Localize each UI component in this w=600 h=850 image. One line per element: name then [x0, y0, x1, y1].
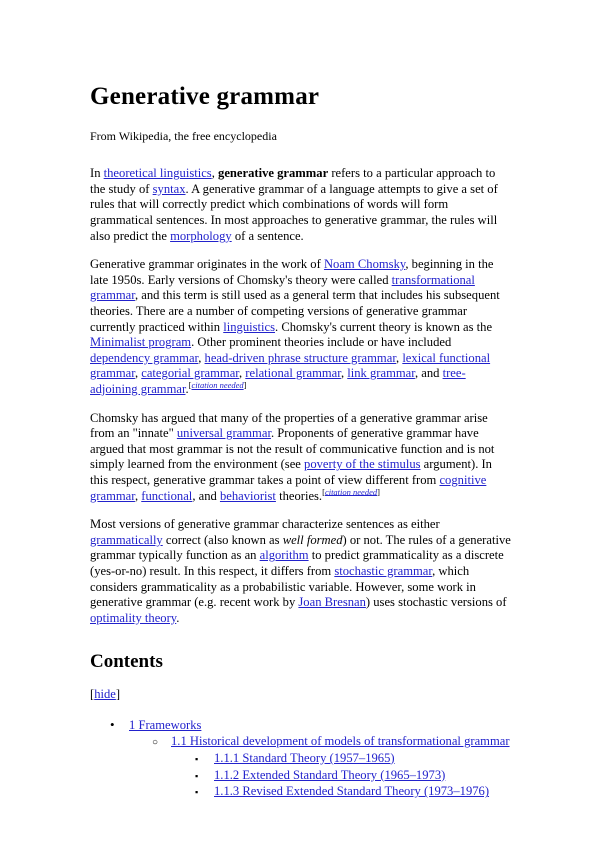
wiki-link[interactable]: categorial grammar [141, 366, 239, 381]
bold-term: generative grammar [218, 166, 329, 181]
paragraph-chomsky-argument: Chomsky has argued that many of the properties of a generative grammar arise from an "innate" universal grammar. Proponents of generative grammar have argued that most grammar is not the result of communicative function and is not simply learned from the environment (see poverty of the stimulus argument). In this respect, generative grammar takes a point of view different from cognitive grammar, functional, and behaviorist theories.[citation needed] [90, 410, 495, 503]
citation-needed-link[interactable]: citation needed [191, 379, 244, 390]
contents-heading: Contents [90, 651, 163, 673]
bullet-icon: • [110, 717, 115, 733]
toc-item [90, 768, 510, 785]
wiki-link[interactable]: stochastic grammar [334, 563, 433, 578]
article-body [90, 166, 510, 626]
hide-link[interactable]: hide [94, 687, 116, 702]
wiki-link[interactable]: transformational grammar [90, 272, 475, 303]
citation-needed-superscript: [citation needed] [322, 486, 380, 497]
toc-item [90, 784, 510, 801]
toc-item [90, 734, 510, 751]
wiki-link[interactable]: universal grammar [176, 426, 271, 441]
wiki-link[interactable]: syntax [152, 181, 186, 196]
wiki-link[interactable]: grammatically [90, 532, 163, 547]
wiki-link[interactable]: poverty of the stimulus [304, 457, 421, 472]
wiki-link[interactable]: theoretical linguistics [103, 166, 212, 181]
wiki-link[interactable]: link grammar [347, 366, 415, 381]
citation-needed-link[interactable]: citation needed [324, 486, 378, 497]
citation-needed-superscript: [citation needed] [188, 379, 247, 390]
toc-item [90, 751, 510, 768]
wiki-link[interactable]: relational grammar [245, 366, 341, 381]
paragraph-intro: In theoretical linguistics, generative grammar refers to a particular approach to the study of syntax. A generative grammar of a language attempts to give a set of rules that will correctly predict which combinations of words will form grammatical sentences. In most approaches to generative grammar, the rules will also predict the morphology of a sentence. [90, 166, 498, 243]
wiki-link[interactable]: tree-adjoining grammar [90, 366, 466, 396]
paragraph-history: Generative grammar originates in the work of Noam Chomsky, beginning in the late 1950s. Early versions of Chomsky's theory were called transformational grammar, and this term is still used as a general term that includes his subsequent theories. There are a number of competing versions of generative grammar currently practiced within linguistics. Chomsky's current theory is known as the Minimalist program. Other prominent theories include or have included dependency grammar, head-driven phrase structure grammar, lexical functional grammar, categorial grammar, relational grammar, link grammar, and tree-adjoining grammar.[citation needed] [90, 257, 500, 396]
bullet-icon: ▪ [195, 753, 199, 764]
wiki-link[interactable]: cognitive grammar [90, 472, 487, 503]
toc-link[interactable]: 1.1 Historical development of models of transformational grammar [171, 734, 510, 749]
wiki-link[interactable]: dependency grammar [90, 350, 199, 365]
bullet-icon: ○ [152, 737, 159, 749]
toc-link[interactable]: 1.1.3 Revised Extended Standard Theory (1973–1976) [214, 784, 490, 799]
wiki-link[interactable]: behaviorist [219, 488, 276, 503]
paragraph-grammaticality: Most versions of generative grammar characterize sentences as either grammatically correct (also known as well formed) or not. The rules of a generative grammar typically function as an algorithm to predict grammaticality as a discrete (yes-or-no) result. In this respect, it differs from stochastic grammar, which considers grammaticality as a probabilistic variable. However, some work in generative grammar (e.g. recent work by Joan Bresnan) uses stochastic versions of optimality theory. [90, 517, 511, 625]
wiki-link[interactable]: lexical functional grammar [90, 350, 491, 381]
page-title: Generative grammar [90, 83, 320, 110]
wiki-link[interactable]: optimality theory [90, 610, 177, 625]
toc-hide-toggle: [hide] [90, 687, 121, 702]
wiki-link[interactable]: functional [141, 488, 193, 503]
toc-item [90, 717, 510, 734]
wiki-link[interactable]: Joan Bresnan [298, 595, 366, 610]
italic-term: well formed [282, 532, 343, 547]
bullet-icon: ▪ [195, 787, 199, 798]
wiki-link[interactable]: algorithm [259, 548, 309, 563]
wiki-link[interactable]: morphology [170, 228, 232, 243]
bullet-icon: ▪ [195, 770, 199, 781]
toc-link[interactable]: 1.1.1 Standard Theory (1957–1965) [214, 750, 395, 765]
wiki-link[interactable]: Minimalist program [90, 335, 192, 350]
toc-link[interactable]: 1.1.2 Extended Standard Theory (1965–1973) [214, 767, 446, 782]
toc-list [90, 717, 510, 801]
toc-link[interactable]: 1 Frameworks [129, 718, 202, 733]
wiki-link[interactable]: linguistics [223, 319, 276, 334]
wiki-link[interactable]: head-driven phrase structure grammar [204, 350, 397, 365]
wiki-link[interactable]: Noam Chomsky [323, 257, 406, 272]
site-tagline: From Wikipedia, the free encyclopedia [90, 129, 277, 144]
